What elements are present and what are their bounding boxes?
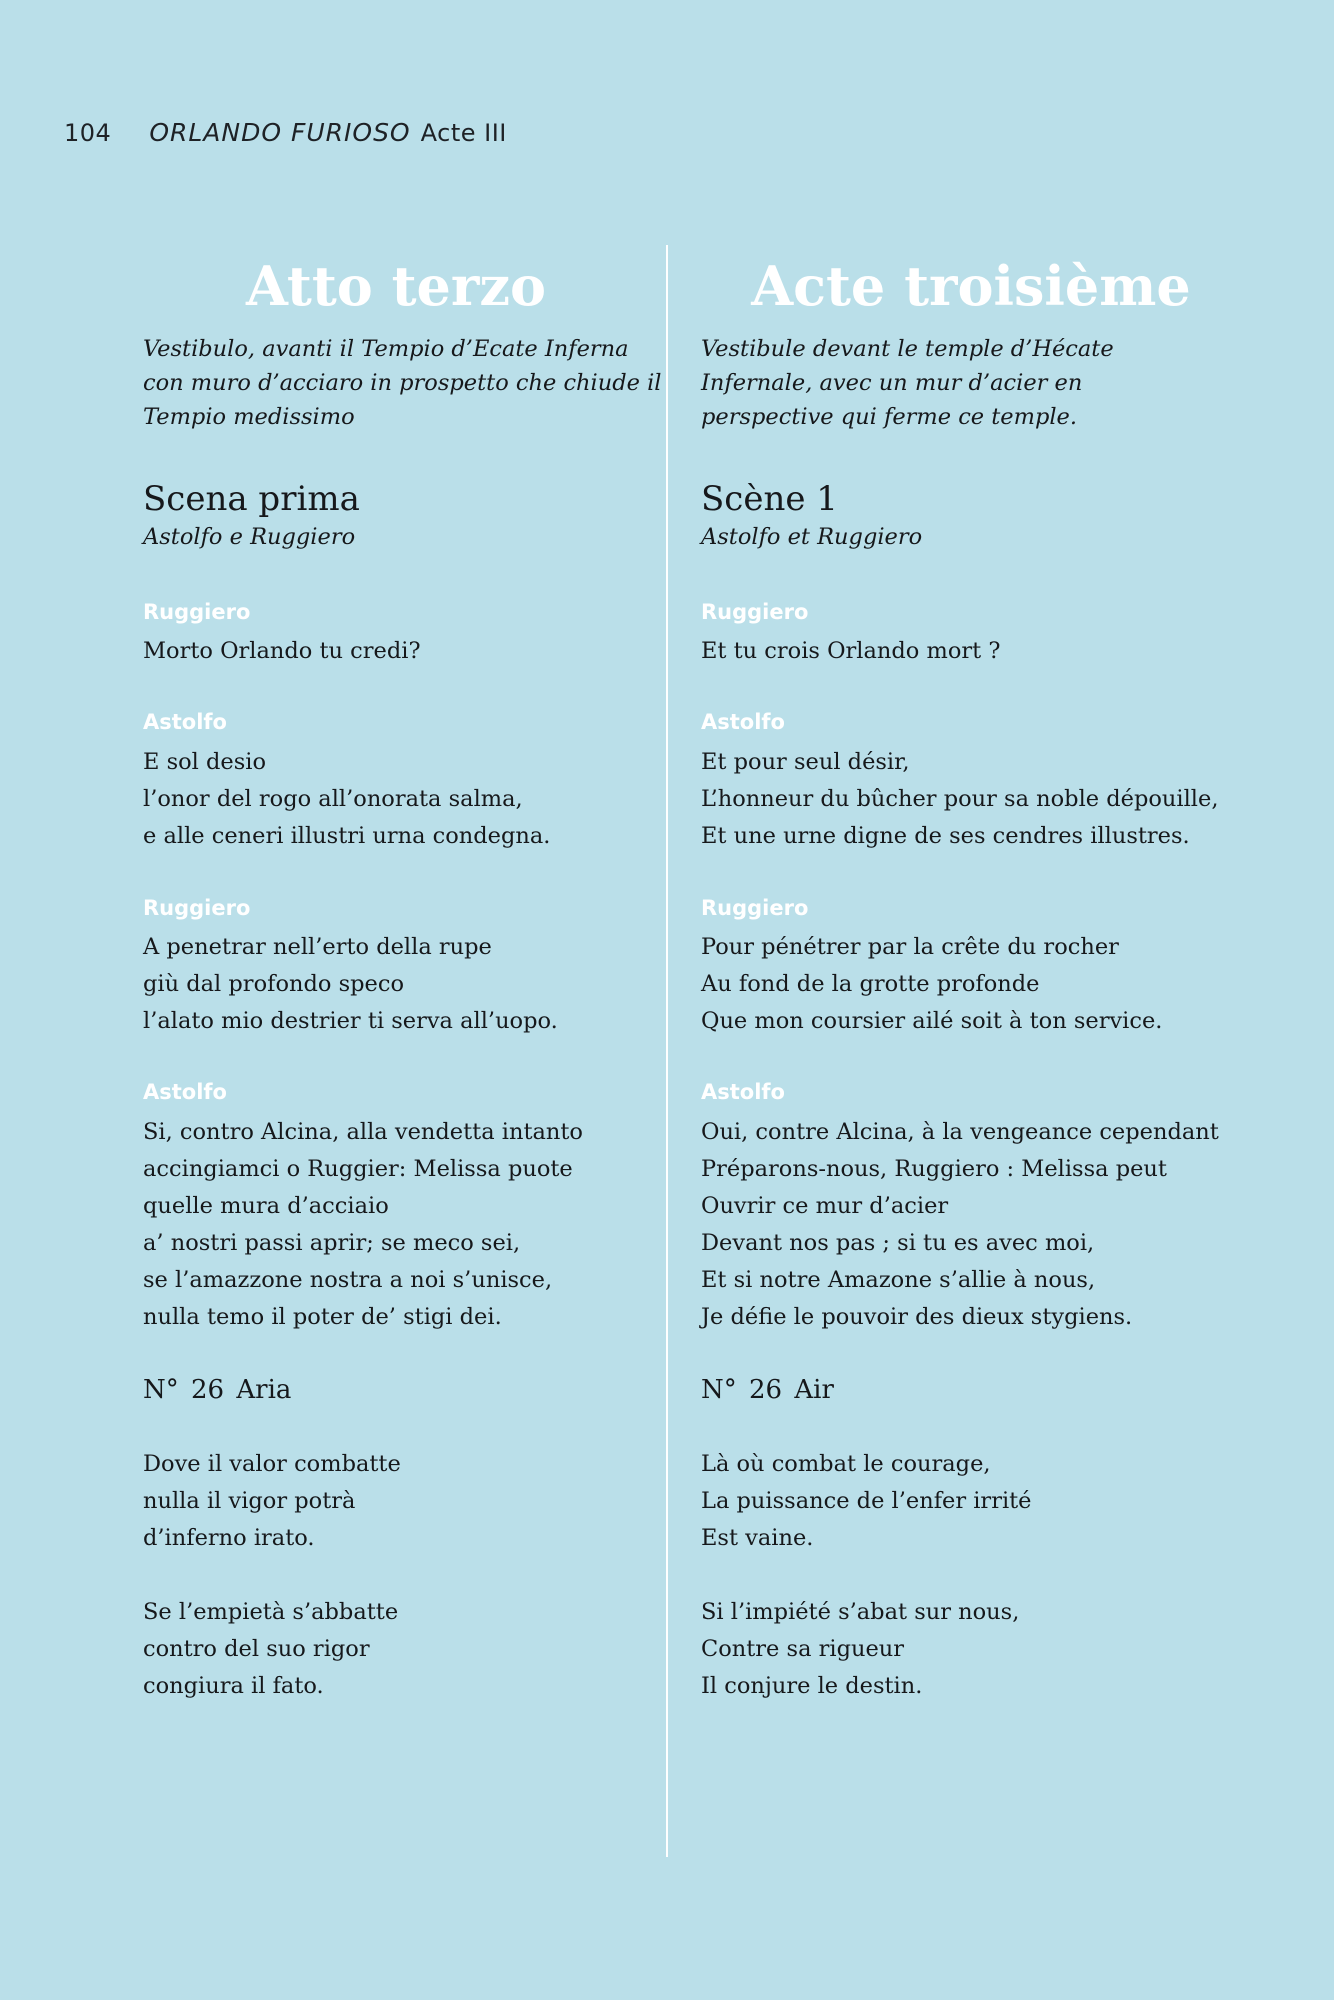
dialogue-lines: Oui, contre Alcina, à la vengeance cependant Préparons-nous, Ruggiero : Melissa peut Ouvrir ce mur d’acier Devant nos pas ; si tu es avec moi, Et si notre Amazone s’allie à nous, Je défie le pouvoir des dieux stygiens. — [701, 1119, 1219, 1330]
speaker-name: Astolfo — [701, 710, 785, 734]
speaker-name: Ruggiero — [701, 600, 809, 624]
dialogue-lines: Si, contro Alcina, alla vendetta intanto accingiamci o Ruggier: Melissa puote quelle mura d’acciaio a’ nostri passi aprir; se meco sei, se l’amazzone nostra a noi s’unisce, nulla temo il poter de’ stigi dei. — [143, 1119, 583, 1330]
scene-title-french: Scène 1 — [701, 479, 838, 519]
page-number: 104 — [64, 119, 112, 147]
scene-characters-italian: Astolfo e Ruggiero — [143, 524, 356, 550]
aria-stanza: Dove il valor combatte nulla il vigor potrà d’inferno irato. — [143, 1451, 401, 1551]
act-label: Acte III — [420, 119, 507, 147]
setting-italian: Vestibulo, avanti il Tempio d’Ecate Inferna con muro d’acciaro in prospetto che chiude il Tempio medissimo — [143, 336, 662, 430]
act-title-french: Acte troisième — [751, 254, 1191, 318]
act-title-italian: Atto terzo — [245, 254, 547, 318]
dialogue-lines: Et tu crois Orlando mort ? — [701, 638, 1001, 664]
dialogue-lines: Et pour seul désir, L’honneur du bûcher pour sa noble dépouille, Et une urne digne de ses cendres illustres. — [701, 749, 1219, 849]
scene-characters-french: Astolfo et Ruggiero — [701, 524, 923, 550]
dialogue-lines: E sol desio l’onor del rogo all’onorata salma, e alle ceneri illustri urna condegna. — [143, 749, 551, 849]
dialogue-lines: Pour pénétrer par la crête du rocher Au fond de la grotte profonde Que mon coursier ailé soit à ton service. — [701, 934, 1163, 1034]
scene-title-italian: Scena prima — [143, 479, 360, 519]
aria-stanza: Se l’empietà s’abbatte contro del suo rigor congiura il fato. — [143, 1599, 399, 1699]
dialogue-lines: Morto Orlando tu credi? — [143, 638, 421, 664]
speaker-name: Astolfo — [143, 710, 227, 734]
aria-number-title-italian: N° 26 Aria — [143, 1375, 292, 1405]
aria-number-title-french: N° 26 Air — [701, 1375, 834, 1405]
speaker-name: Ruggiero — [143, 600, 251, 624]
dialogue-lines: A penetrar nell’erto della rupe giù dal profondo speco l’alato mio destrier ti serva all’uopo. — [143, 934, 558, 1034]
speaker-name: Ruggiero — [701, 896, 809, 920]
running-header — [64, 118, 507, 148]
speaker-name: Astolfo — [701, 1080, 785, 1104]
setting-french: Vestibule devant le temple d’Hécate Infernale, avec un mur d’acier en perspective qui ferme ce temple. — [701, 336, 1114, 430]
speaker-name: Ruggiero — [143, 896, 251, 920]
aria-stanza: Là où combat le courage, La puissance de l’enfer irrité Est vaine. — [701, 1451, 1032, 1551]
work-title: ORLANDO FURIOSO — [149, 118, 411, 147]
aria-stanza: Si l’impiété s’abat sur nous, Contre sa rigueur Il conjure le destin. — [701, 1599, 1020, 1699]
speaker-name: Astolfo — [143, 1080, 227, 1104]
